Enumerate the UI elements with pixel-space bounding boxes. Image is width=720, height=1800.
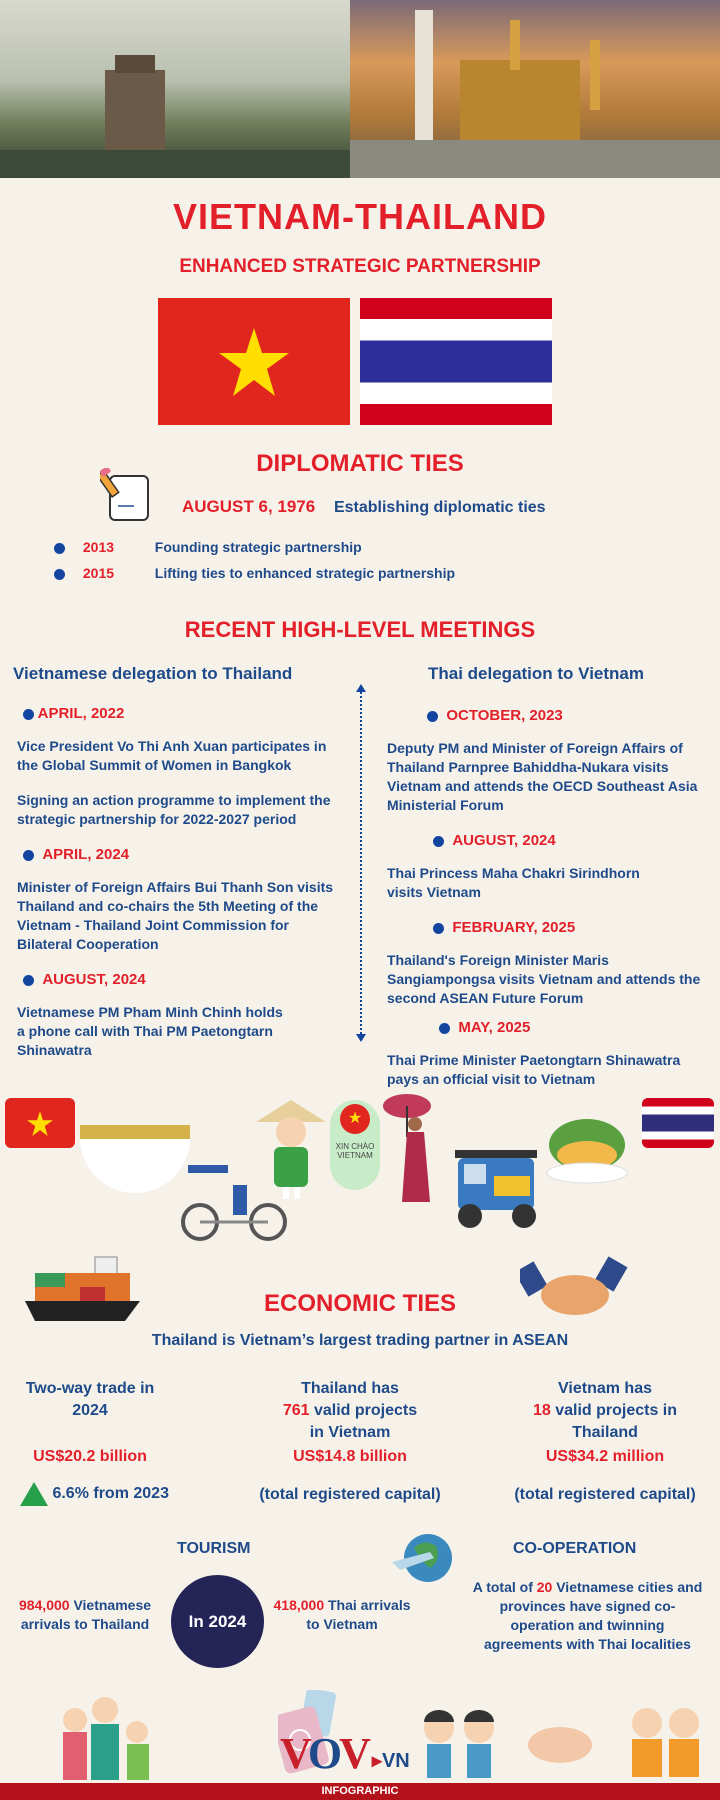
diplomatic-item (54, 539, 362, 555)
thai-woman-umbrella-icon (382, 1092, 442, 1212)
meeting-text: Signing an action programme to implement the strategic partnership for 2022-2027 period (17, 792, 331, 827)
right-meetings-list (387, 706, 712, 1105)
established-date: AUGUST 6, 1976 (182, 497, 316, 516)
vietnamese-child-icon (256, 1100, 326, 1200)
meeting-text: Deputy PM and Minister of Foreign Affairs of Thailand Parnpree Bahiddha-Nukara visits Vietnam and attends the OECD Southeast Asia Ministerial Forum (387, 740, 698, 813)
meeting-date: AUGUST, 2024 (42, 971, 146, 988)
right-column-title: Thai delegation to Vietnam (428, 664, 644, 683)
bullet-icon (54, 569, 65, 580)
meeting-text: Vice President Vo Thi Anh Xuan participates in the Global Summit of Women in Bangkok (17, 738, 327, 773)
th-arrivals-number: 418,000 (273, 1597, 325, 1613)
stat-vietnam-projects (495, 1378, 715, 1506)
footer-bar: INFOGRAPHIC (0, 1783, 720, 1800)
stat-value: US$14.8 billion (293, 1448, 407, 1465)
vn-arrivals (5, 1596, 165, 1634)
meeting-date: FEBRUARY, 2025 (452, 919, 576, 936)
diplomatic-text: Lifting ties to enhanced strategic partnership (154, 565, 456, 581)
page-subtitle: ENHANCED STRATEGIC PARTNERSHIP (179, 256, 541, 277)
bangkok-grand-palace-photo (350, 0, 720, 178)
tourist-family-icon (55, 1690, 155, 1782)
meeting-date: OCTOBER, 2023 (446, 707, 563, 724)
star-icon: ★ (340, 1104, 370, 1134)
stat-number: 18 (532, 1402, 551, 1419)
bullet-icon (23, 975, 34, 986)
bullet-icon (54, 543, 65, 554)
th-arrivals-text: Thai arrivals to Vietnam (306, 1597, 411, 1632)
page-title: VIETNAM-THAILAND (173, 196, 547, 237)
vn-arrivals-number: 984,000 (18, 1597, 70, 1613)
header-photo-banner (0, 0, 720, 178)
stat-pre: Vietnam has (558, 1380, 652, 1397)
cooperation-body: Vietnamese cities and provinces have signed co-operation and twinning agreements with Thai localities (484, 1579, 703, 1652)
tourism-heading: TOURISM (177, 1540, 251, 1557)
tuk-tuk-icon (450, 1148, 542, 1232)
bullet-icon (427, 711, 438, 722)
stat-label: Two-way trade in 2024 (25, 1380, 155, 1419)
stat-value: US$34.2 million (545, 1448, 665, 1465)
arrow-up-icon (356, 684, 366, 692)
meeting-date: AUGUST, 2024 (452, 832, 556, 849)
bullet-icon (433, 923, 444, 934)
meeting-text: Minister of Foreign Affairs Bui Thanh Son visits Thailand and co-chairs the 5th Meeting of the Vietnam - Thailand Joint Commission for Bilateral Cooperation (17, 879, 334, 952)
diplomatic-year: 2013 (82, 539, 115, 555)
year-badge: In 2024 (171, 1575, 264, 1668)
document-pencil-icon (100, 468, 155, 523)
left-meetings-list (17, 704, 337, 1076)
cooperation-text (470, 1578, 705, 1654)
stat-value: US$20.2 billion (33, 1448, 147, 1465)
boys-cheering-icon (612, 1705, 717, 1780)
bullet-icon (433, 836, 444, 847)
bullet-icon (23, 850, 34, 861)
bullet-icon (439, 1023, 450, 1034)
cooperation-heading: CO-OPERATION (513, 1540, 637, 1557)
diplomatic-item (54, 565, 455, 581)
stat-pre: Thailand has (301, 1380, 399, 1397)
meeting-text: Thai Prime Minister Paetongtarn Shinawatra pays an official visit to Vietnam (387, 1052, 681, 1087)
stat-label: valid projects in Thailand (550, 1402, 678, 1441)
meeting-date: APRIL, 2022 (37, 705, 125, 722)
thailand-flag-small (642, 1098, 714, 1148)
handshake-small-icon (525, 1720, 595, 1770)
greeting-bubble (330, 1100, 380, 1190)
meeting-text: Thailand's Foreign Minister Maris Sangiampongsa visits Vietnam and attends the second ASEAN Future Forum (387, 952, 701, 1006)
thailand-flag (360, 298, 552, 425)
arrow-down-icon (356, 1034, 366, 1042)
economic-ties-heading: ECONOMIC TIES (263, 1290, 456, 1317)
vn-arrivals-text: Vietnamese arrivals to Thailand (20, 1597, 152, 1632)
meeting-text: Thai Princess Maha Chakri Sirindhorn visits Vietnam (387, 865, 640, 900)
meeting-date: APRIL, 2024 (42, 846, 130, 863)
bullet-icon (23, 709, 34, 720)
stat-note: (total registered capital) (259, 1486, 441, 1503)
stat-note: (total registered capital) (514, 1486, 696, 1503)
logo-suffix: ▸VN (371, 1750, 410, 1772)
stat-thai-projects (240, 1378, 460, 1506)
cooperation-number: 20 (536, 1579, 553, 1595)
meetings-heading: RECENT HIGH-LEVEL MEETINGS (184, 617, 536, 642)
stat-note: 6.6% from 2023 (52, 1485, 169, 1503)
vietnam-flag-small (5, 1098, 75, 1148)
left-column-title: Vietnamese delegation to Thailand (13, 664, 293, 683)
vov-logo (280, 1727, 410, 1779)
diplomatic-year: 2015 (82, 565, 115, 581)
timeline-divider (357, 684, 365, 1044)
logo-text: VOV (280, 1729, 368, 1778)
diplomatic-text: Founding strategic partnership (154, 539, 362, 555)
stat-two-way-trade (0, 1378, 200, 1506)
globe-airplane-icon (390, 1530, 455, 1590)
stat-label: valid projects in Vietnam (309, 1402, 418, 1441)
meeting-text: Vietnamese PM Pham Minh Chinh holds a phone call with Thai PM Paetongtarn Shinawatra (17, 1004, 283, 1058)
established-text: Establishing diplomatic ties (333, 499, 546, 516)
increase-triangle-icon (20, 1482, 48, 1506)
girls-holding-hands-icon (412, 1710, 507, 1780)
diplomatic-ties-heading: DIPLOMATIC TIES (256, 450, 464, 477)
hanoi-turtle-tower-photo (0, 0, 350, 178)
economic-tagline: Thailand is Vietnam’s largest trading partner in ASEAN (151, 1332, 569, 1349)
greeting-text: XIN CHÀO VIETNAM (335, 1142, 375, 1160)
pho-bowl-icon (80, 1125, 190, 1193)
th-arrivals (272, 1596, 412, 1634)
vietnam-flag (158, 298, 350, 425)
meeting-date: MAY, 2025 (458, 1019, 531, 1036)
thai-salad-icon (545, 1105, 630, 1185)
cooperation-pre: A total of (472, 1579, 537, 1595)
stat-number: 761 (282, 1402, 310, 1419)
